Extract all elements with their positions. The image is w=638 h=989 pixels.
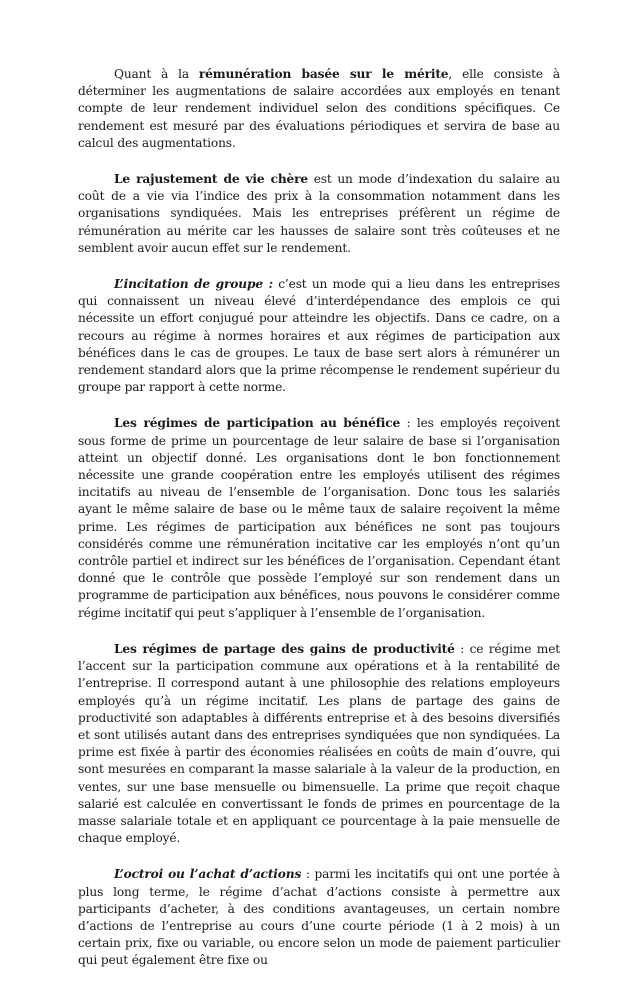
paragraph-body: c’est un mode qui a lieu dans les entreprises qui connaissent un niveau élevé d’interdépendance des emplois ce qui nécessite un effort conjugué pour atteindre les objectifs. Dans ce cadre, on a recours au régime à normes horaires et aux régimes de participation aux bénéfices dans le cas de groupes. Le taux de base sert alors à rémunérer un rendement standard alors que la prime récompense le rendement supérieur du groupe par rapport à cette norme. (78, 277, 560, 395)
paragraph-gain-sharing (78, 641, 560, 847)
paragraph-term: Les régimes de partage des gains de productivité (114, 641, 455, 656)
paragraph-term: L’octroi ou l’achat d’actions (114, 867, 302, 882)
paragraph-body: : parmi les incitatifs qui ont une portée à plus long terme, le régime d’achat d’actions consiste à permettre aux participants d’acheter, à des conditions avantageuses, un certain nombre d’actions de l’entreprise au cours d’une courte période (1 à 2 mois) à un certain prix, fixe ou variable, ou encore selon un mode de paiement particulier qui peut également être fixe ou (78, 867, 560, 968)
paragraph-lead: Quant à la (114, 67, 199, 81)
paragraph-body: : ce régime met l’accent sur la participation commune aux opérations et à la rentabilité de l’entreprise. Il correspond autant à une philosophie des relations employeurs employés qu’à un régime incitatif. Les plans de partage des gains de productivité son adaptables à différents entreprise et à des besoins diversifiés et sont utilisés autant dans des entreprises syndiquées que non syndiquées. La prime est fixée à partir des économies réalisées en coûts de main d’ouvre, qui sont mesurées en comparant la masse salariale à la valeur de la production, en ventes, sur une base mensuelle ou bimensuelle. La prime que reçoit chaque salarié est calculée en convertissant le fonds de primes en pourcentage de la masse salariale totale et en appliquant ce pourcentage à la paie mensuelle de chaque employé. (78, 641, 561, 846)
paragraph-stock-purchase (78, 866, 560, 969)
paragraph-body: est un mode d’indexation du salaire au coût de a vie via l’indice des prix à la consommation notamment dans les organisations syndiquées. Mais les entreprises préfèrent un régime de rémunération au mérite car les hausses de salaire sont très coûteuses et ne semblent avoir aucun effet sur le rendement. (78, 172, 561, 255)
paragraph-term: L’incitation de groupe : (114, 277, 273, 292)
paragraph-group-incentive (78, 276, 560, 396)
paragraph-body: , elle consiste à déterminer les augmentations de salaire accordées aux employés en tenant compte de leur rendement individuel selon des conditions spécifiques. Ce rendement est mesuré par des évaluations périodiques et servira de base au calcul des augmentations. (78, 67, 561, 150)
paragraph-profit-sharing (78, 415, 560, 621)
document-page (78, 66, 560, 989)
paragraph-term: Les régimes de participation au bénéfice (114, 416, 401, 431)
paragraph-term: Le rajustement de vie chère (114, 172, 309, 187)
paragraph-body: : les employés reçoivent sous forme de prime un pourcentage de leur salaire de base si l’organisation atteint un objectif donné. Les organisations dont le bon fonctionnement nécessite une grande coopération entre les employés utilisent des régimes incitatifs au niveau de l’ensemble de l’organisation. Donc tous les salariés ayant le même salaire de base ou le même taux de salaire reçoivent la même prime. Les régimes de participation aux bénéfices ne sont pas toujours considérés comme une rémunération incitative car les employés n’ont qu’un contrôle partiel et indirect sur les bénéfices de l’organisation. Cependant étant donné que le contrôle que possède l’employé sur son rendement dans un programme de participation aux bénéfices, nous pouvons le considérer comme régime incitatif qui peut s’appliquer à l’ensemble de l’organisation. (78, 416, 560, 620)
paragraph-term: rémunération basée sur le mérite (198, 67, 449, 81)
paragraph-cost-of-living (78, 171, 560, 257)
paragraph-merit-pay (78, 66, 560, 152)
